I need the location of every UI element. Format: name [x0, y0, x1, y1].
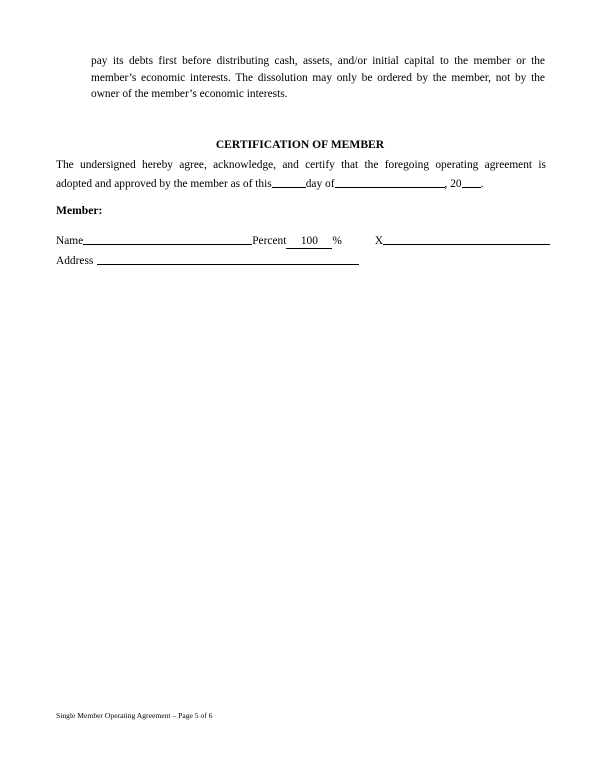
percent-blank[interactable]: [286, 236, 332, 249]
certification-text: [56, 157, 546, 193]
month-blank[interactable]: [335, 175, 445, 188]
paragraph-line: owner of the member’s economic interests.: [91, 88, 288, 100]
certification-prefix: adopted and approved by the member as of this: [56, 178, 272, 190]
paragraph-line: pay its debts first before distributing cash, assets, and/or initial capital to the member or the: [91, 55, 545, 67]
member-name-row: [56, 231, 550, 248]
member-label: Member:: [56, 204, 103, 217]
paragraph-line: member’s economic interests. The dissolution may only be ordered by the member, not by the: [91, 71, 545, 84]
address-label: Address: [56, 255, 94, 267]
address-blank[interactable]: [97, 252, 359, 265]
year-blank[interactable]: [462, 175, 481, 188]
member-address-row: [56, 251, 359, 267]
percent-value: 100: [300, 235, 318, 247]
percent-sign: %: [332, 235, 342, 247]
certification-line: The undersigned hereby agree, acknowledge, and certify that the foregoing operating agreement is: [56, 159, 546, 171]
period: .: [480, 178, 484, 190]
name-blank[interactable]: [83, 232, 252, 245]
year-prefix: , 20: [444, 178, 462, 190]
page-footer: Single Member Operating Agreement – Page 5 of 6: [56, 711, 213, 720]
day-of-label: day of: [305, 178, 335, 190]
day-blank[interactable]: [272, 175, 306, 188]
dissolution-paragraph: [91, 53, 545, 103]
percent-label: Percent: [252, 235, 287, 247]
certification-heading: CERTIFICATION OF MEMBER: [215, 138, 385, 151]
certification-date-line: [56, 174, 546, 193]
signature-label: X: [374, 235, 384, 247]
name-label: Name: [56, 235, 84, 247]
signature-blank[interactable]: [383, 232, 550, 245]
